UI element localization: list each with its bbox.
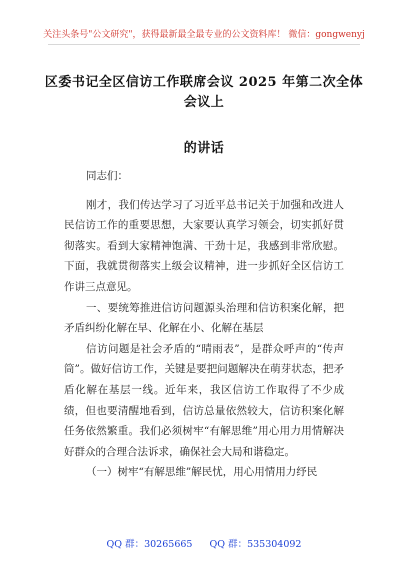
header-banner: 关注头条号"公文研究"，获得最新最全最专业的公文资料库！ 微信：gongwenyj — [43, 30, 365, 40]
body-paragraph: 信访问题是社会矛盾的“晴雨表”，是群众呼声的“传声筒”。做好信访工作，关键是要把问题解决在萌芽状态，把矛盾化解在基层一线。近年来，我区信访工作取得了不少成绩，但也要清醒地看到，信访总量依然较大，信访积案化解任务依然繁重。我们必须树牢“有解思维”用心用力用情解决好群众的合理合法诉求，确保社会大局和谐稳定。 — [64, 342, 344, 458]
salutation: 同志们： — [86, 170, 129, 182]
body-paragraph: 刚才，我们传达学习了习近平总书记关于加强和改进人民信访工作的重要思想，大家要认真学习领会，切实抓好贯彻落实。看到大家精神饱满、干劲十足，我感到非常欣慰。下面，我就贯彻落实上级会议精神，进一步抓好全区信访工作讲三点意见。 — [64, 198, 344, 293]
footer-qq-group-1: QQ 群：30265665 — [106, 539, 193, 550]
header-divider — [48, 44, 360, 45]
footer-contact — [0, 536, 408, 550]
subsection-heading: （一）树牢“有解思维”解民忧，用心用情用力纾民 — [86, 466, 318, 479]
document-title — [40, 73, 368, 159]
title-line-2: 的讲话 — [183, 141, 225, 156]
title-line-1: 区委书记全区信访工作联席会议 2025 年第二次全体会议上 — [44, 75, 364, 110]
document-body — [64, 166, 344, 483]
section-heading: 一、要统筹推进信访问题源头治理和信访积案化解，把矛盾纠纷化解在早、化解在小、化解在基层 — [64, 301, 344, 335]
footer-qq-group-2: QQ 群：535304092 — [209, 539, 302, 550]
